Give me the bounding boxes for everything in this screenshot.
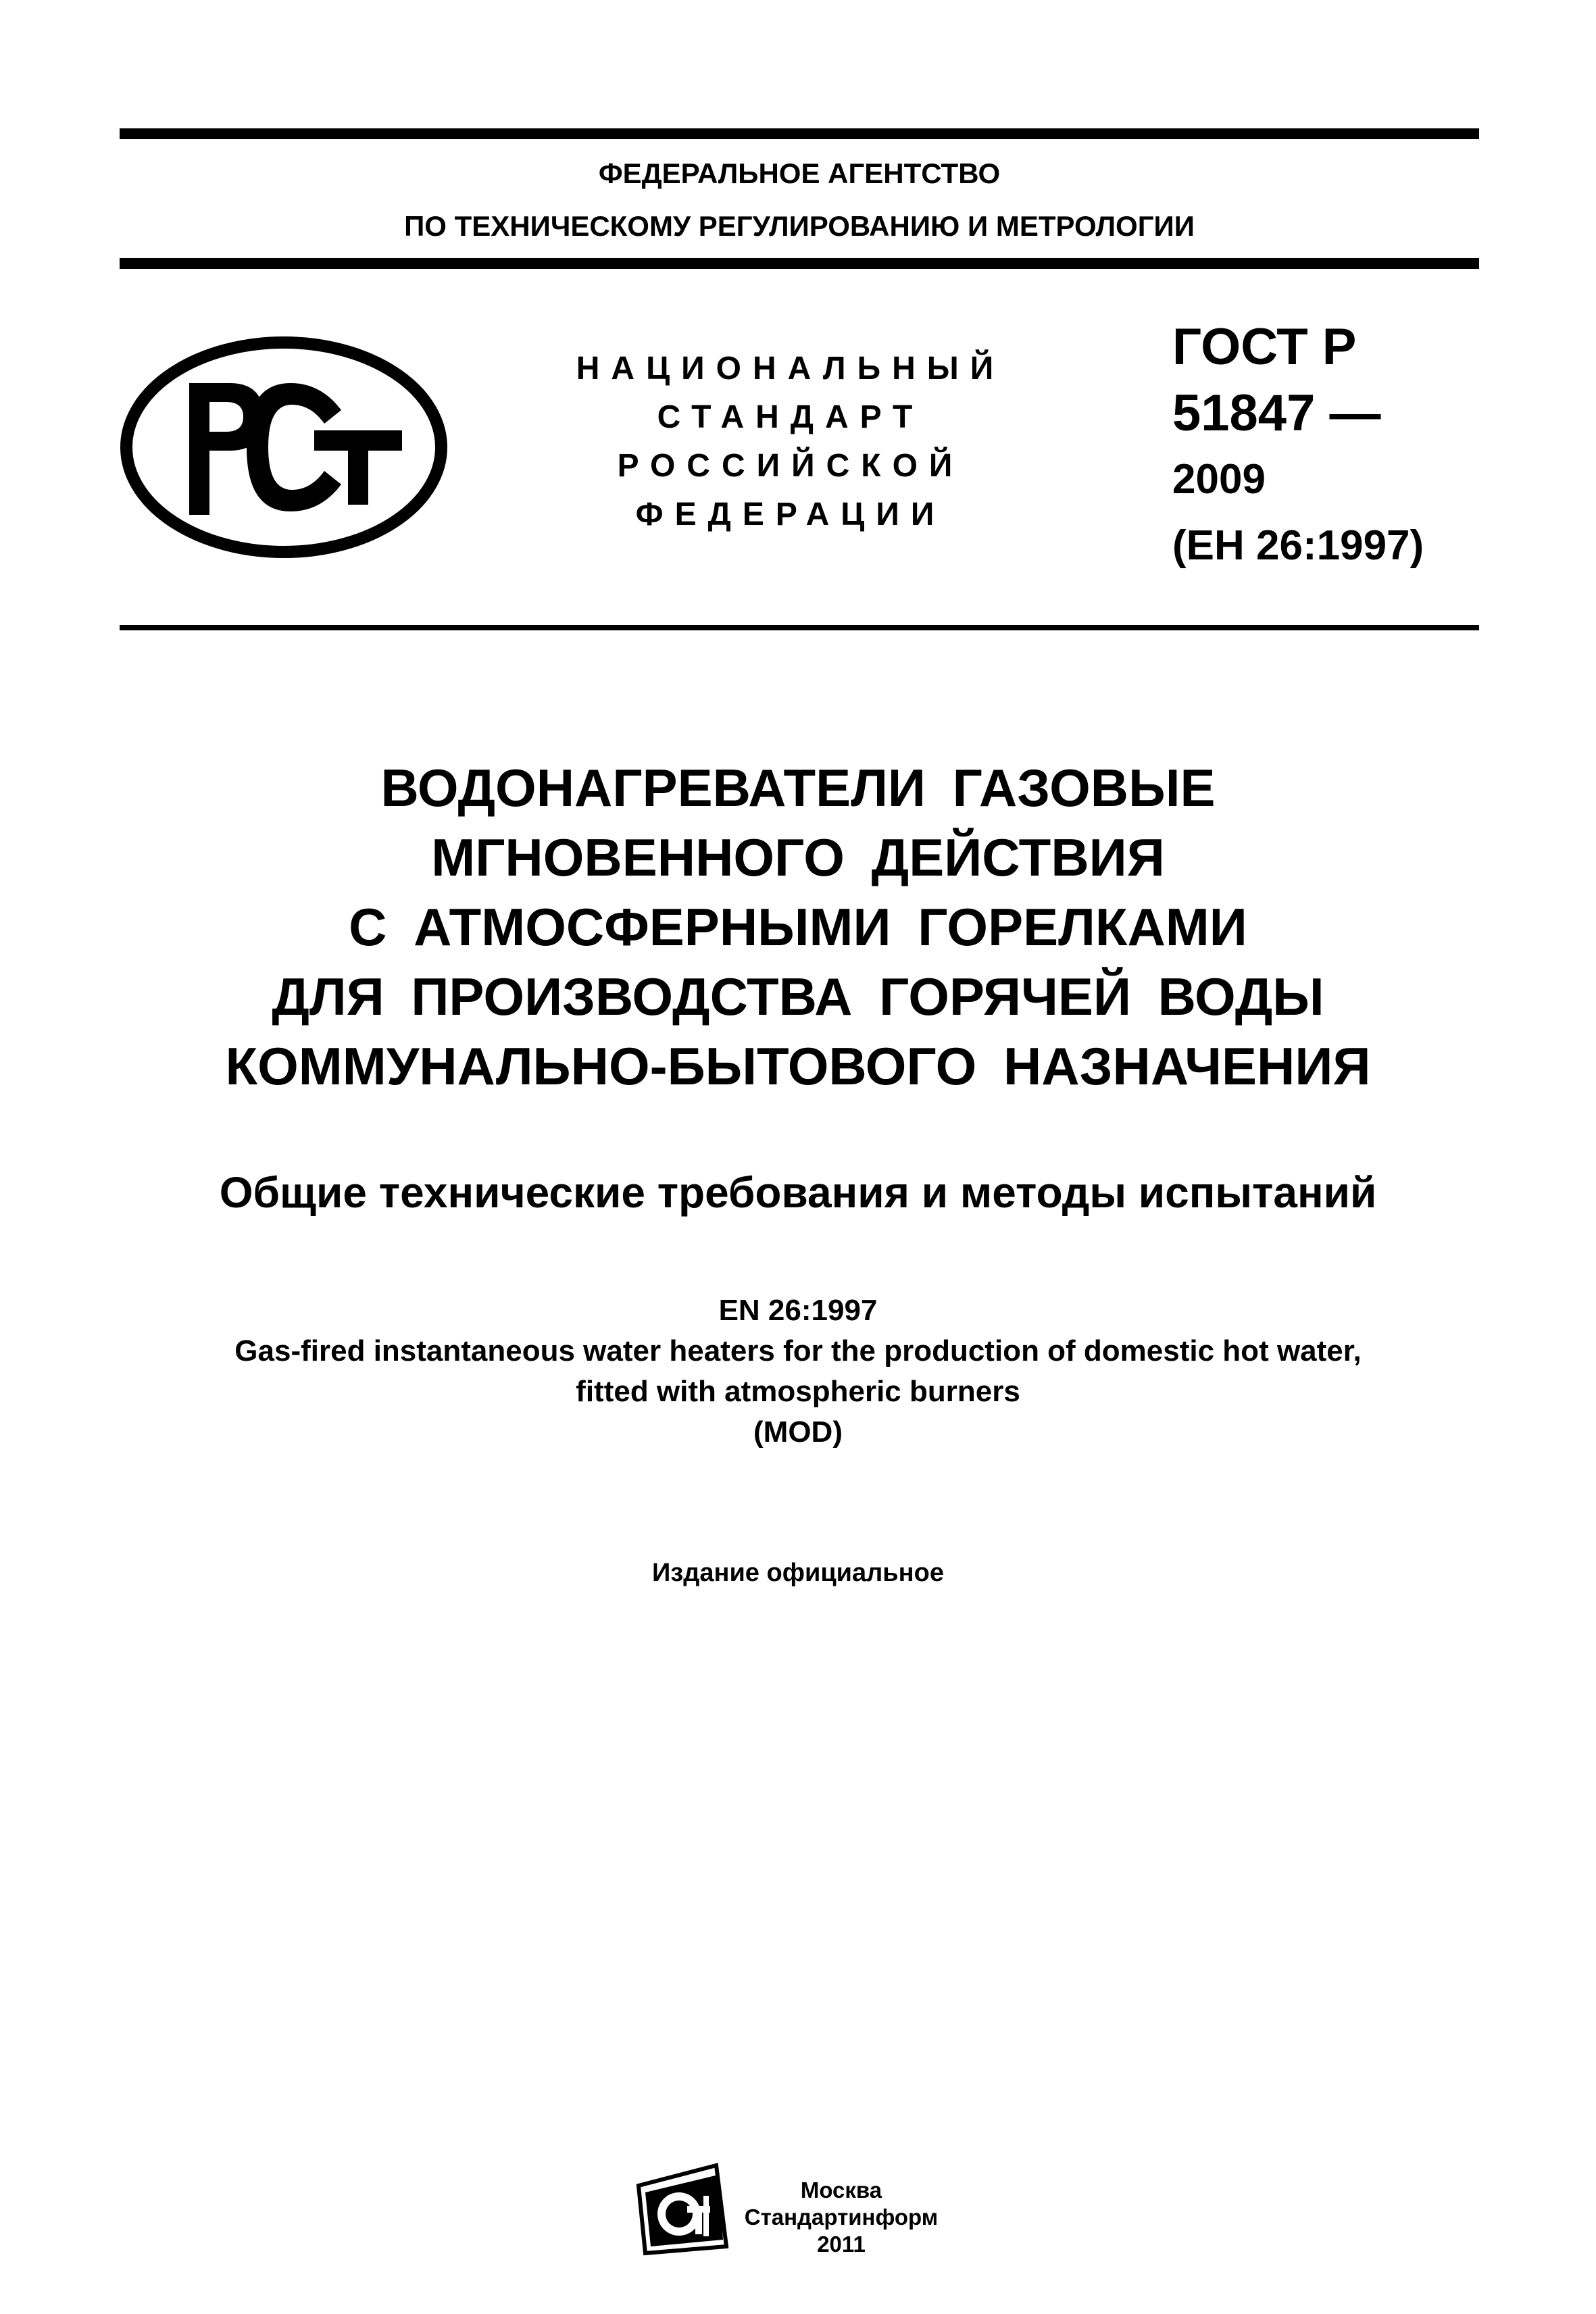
top-rule bbox=[120, 128, 1479, 139]
rst-certification-mark-icon bbox=[118, 336, 449, 559]
rst-logo bbox=[118, 336, 449, 559]
publisher-city: Москва bbox=[800, 2178, 882, 2203]
natstd-line-1: НАЦИОНАЛЬНЫЙ bbox=[576, 351, 1005, 386]
document-subtitle: Общие технические требования и методы испытаний bbox=[219, 1168, 1377, 1217]
agency-header bbox=[120, 147, 1479, 253]
title-line-1: ВОДОНАГРЕВАТЕЛИ ГАЗОВЫЕ bbox=[380, 758, 1216, 818]
natstd-line-3: РОССИЙСКОЙ bbox=[617, 448, 964, 484]
designation-bottom-rule bbox=[120, 625, 1479, 630]
publisher-logo bbox=[632, 2159, 733, 2260]
title-line-4: ДЛЯ ПРОИЗВОДСТВА ГОРЯЧЕЙ ВОДЫ bbox=[272, 967, 1324, 1026]
publisher-name: Стандартинформ bbox=[744, 2205, 939, 2230]
agency-bottom-rule bbox=[120, 258, 1479, 269]
en-code: EN 26:1997 bbox=[718, 1294, 878, 1327]
title-line-3: С АТМОСФЕРНЫМИ ГОРЕЛКАМИ bbox=[349, 897, 1247, 957]
agency-line-2: ПО ТЕХНИЧЕСКОМУ РЕГУЛИРОВАНИЮ И МЕТРОЛОГИИ bbox=[404, 210, 1195, 242]
en-reference bbox=[81, 1290, 1515, 1453]
designation-line-4: (ЕН 26:1997) bbox=[1172, 522, 1424, 569]
en-modification: (MOD) bbox=[753, 1415, 843, 1449]
agency-line-1: ФЕДЕРАЛЬНОЕ АГЕНТСТВО bbox=[598, 157, 1001, 189]
designation-line-3: 2009 bbox=[1172, 456, 1266, 503]
natstd-line-2: СТАНДАРТ bbox=[657, 399, 924, 435]
en-title-line-1: Gas-fired instantaneous water heaters for the production of domestic hot water, bbox=[234, 1334, 1362, 1367]
title-line-2: МГНОВЕННОГО ДЕЙСТВИЯ bbox=[431, 828, 1165, 887]
natstd-line-4: ФЕДЕРАЦИИ bbox=[635, 497, 946, 532]
document-title bbox=[81, 753, 1515, 1101]
publisher-info bbox=[740, 2177, 943, 2258]
en-title-line-2: fitted with atmospheric burners bbox=[576, 1375, 1020, 1408]
designation-line-2: 51847 — bbox=[1172, 384, 1381, 442]
designation-line-1: ГОСТ Р bbox=[1172, 318, 1357, 376]
publication-year: 2011 bbox=[817, 2232, 866, 2257]
title-line-5: КОММУНАЛЬНО-БЫТОВОГО НАЗНАЧЕНИЯ bbox=[225, 1036, 1371, 1096]
standard-designation bbox=[1172, 314, 1476, 579]
national-standard-label bbox=[554, 345, 1027, 539]
edition-label: Издание официальное bbox=[652, 1559, 944, 1587]
standartinform-logo-icon bbox=[632, 2159, 733, 2260]
